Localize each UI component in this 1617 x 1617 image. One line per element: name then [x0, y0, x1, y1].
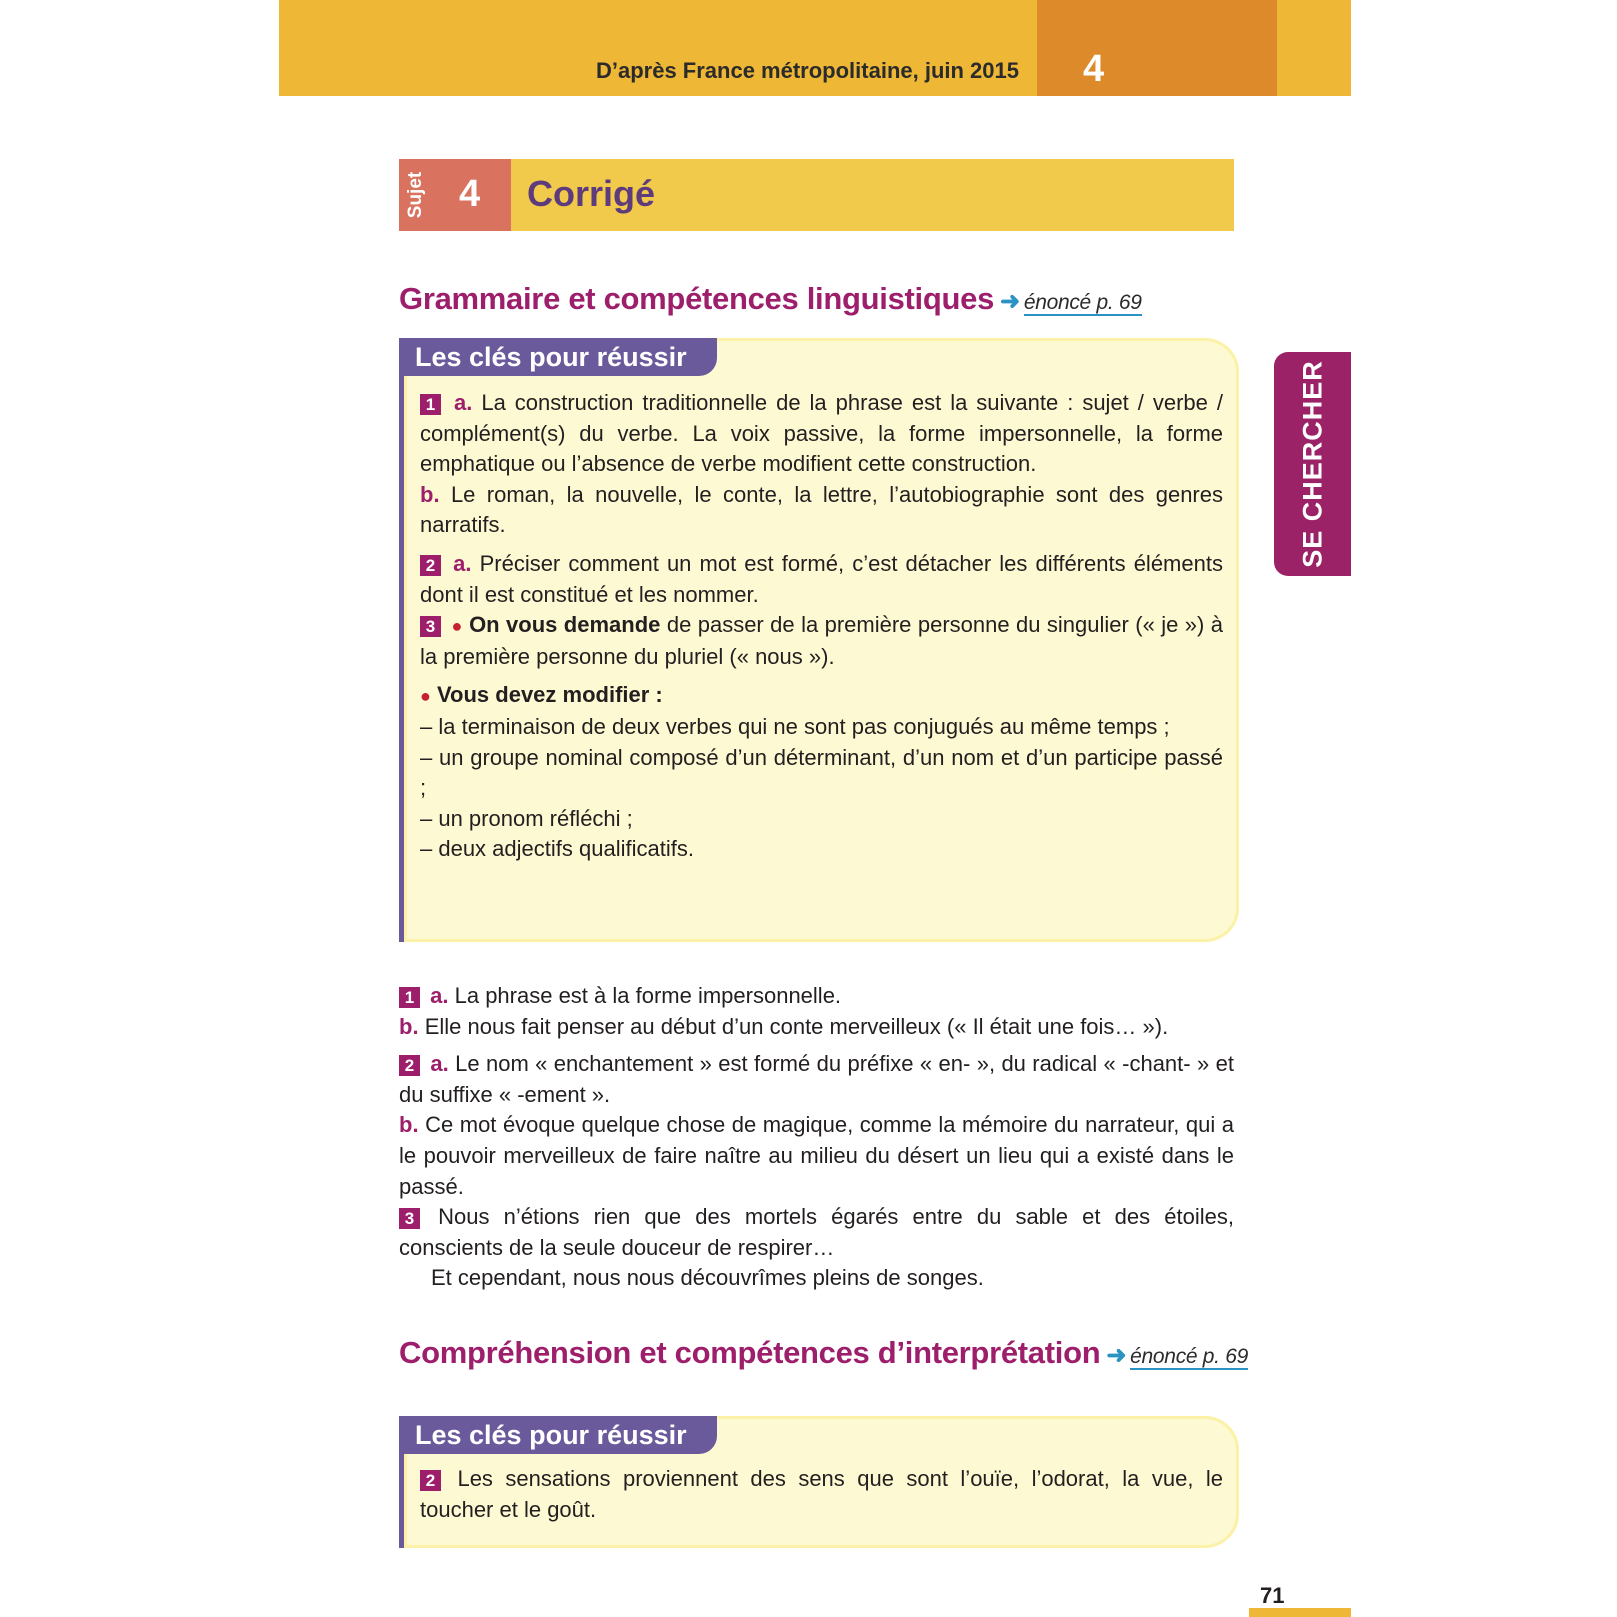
title-banner — [399, 159, 1234, 231]
keys-heading: Les clés pour réussir — [399, 338, 717, 376]
modif-heading — [420, 680, 1223, 712]
arrow-icon: ➜ — [1106, 1342, 1127, 1369]
arrow-icon: ➜ — [1000, 288, 1020, 315]
answer-2b — [399, 1110, 1234, 1202]
side-tab-label: SE CHERCHER — [1297, 360, 1327, 568]
section-title: Grammaire et compétences linguistiques — [399, 281, 995, 316]
answer-2b-text: Ce mot évoque quelque chose de magique, comme la mémoire du narrateur, qui a le pouvoir merveilleux de faire naître au milieu du désert un lieu qui a existé dans le passé. — [399, 1112, 1234, 1199]
answer-3-continued: Et cependant, nous nous découvrîmes pleins de songes. — [431, 1265, 984, 1291]
modif-item: – un pronom réfléchi ; — [420, 805, 633, 831]
corrige-tag-word: Corrigé — [1129, 96, 1250, 133]
sujet-number: 4 — [459, 173, 481, 215]
key-3 — [420, 610, 1223, 672]
enonce-link[interactable]: énoncé p. 69 — [1023, 291, 1142, 314]
answer-1a-text: La phrase est à la forme impersonnelle. — [454, 983, 842, 1008]
sujet-label-box — [401, 159, 431, 231]
bullet-icon: ● — [451, 616, 463, 637]
keys-box-2 — [399, 1416, 1239, 1548]
answer-3-text: Nous n’étions rien que des mortels égarés entre du sable et des étoiles, conscients de la seule douceur de respirer… — [399, 1204, 1234, 1260]
enonce-link[interactable]: énoncé p. 69 — [1130, 1345, 1249, 1368]
section-heading-grammaire — [399, 281, 1142, 317]
key-3-bold: On vous demande — [469, 612, 661, 638]
item-letter: a. — [430, 1051, 449, 1077]
keys-content — [420, 388, 1223, 865]
key-2-sensations — [420, 1464, 1223, 1525]
key-1b — [420, 480, 1223, 541]
answer-3 — [399, 1202, 1234, 1263]
answer-2a — [399, 1049, 1234, 1110]
modif-item: – la terminaison de deux verbes qui ne sont pas conjugués au même temps ; — [420, 713, 1170, 739]
key-1 — [420, 388, 1223, 480]
page-number: 71 — [1260, 1583, 1285, 1608]
modif-heading-text: Vous devez modifier : — [437, 682, 663, 708]
page-title: Corrigé — [527, 173, 656, 214]
key-2-sensations-text: Les sensations proviennent des sens que sont l’ouïe, l’odorat, la vue, le toucher et le goût. — [420, 1466, 1223, 1522]
bullet-icon: ● — [420, 686, 431, 707]
item-letter: a. — [430, 983, 449, 1008]
sujet-number-box — [399, 159, 511, 231]
keys-content — [420, 1464, 1223, 1525]
question-number-badge: 1 — [420, 394, 441, 415]
corrige-tag — [1037, 0, 1277, 133]
item-letter: a. — [453, 390, 473, 415]
side-tab — [1274, 352, 1351, 576]
section-heading-comprehension — [399, 1335, 1248, 1371]
question-number-badge: 2 — [399, 1055, 420, 1076]
question-number-badge: 2 — [420, 1470, 441, 1491]
item-letter: b. — [399, 1013, 419, 1039]
corrige-tag-number: 4 — [1083, 48, 1105, 90]
section-title: Compréhension et compétences d’interprétation — [399, 1335, 1101, 1370]
item-letter: b. — [399, 1112, 419, 1138]
item-letter: a. — [453, 550, 472, 576]
question-number-badge: 3 — [420, 616, 441, 637]
answer-2a-text: Le nom « enchantement » est formé du préfixe « en- », du radical « -chant- » et du suffixe « -ement ». — [399, 1051, 1234, 1107]
key-2a-text: Préciser comment un mot est formé, c’est détacher les différents éléments dont il est constitué et les nommer. — [420, 550, 1223, 607]
running-header — [279, 0, 1351, 133]
question-number-badge: 2 — [420, 555, 441, 576]
sujet-label: Sujet — [405, 171, 426, 219]
item-letter: b. — [420, 481, 440, 507]
answer-1b — [399, 1012, 1234, 1043]
key-1a-text: La construction traditionnelle de la phrase est la suivante : sujet / verbe / complément(s) du verbe. La voix passive, la forme impersonnelle, la forme emphatique ou l’absence de verbe modifient cette construction. — [420, 390, 1223, 477]
modif-item: – un groupe nominal composé d’un déterminant, d’un nom et d’un participe passé ; — [420, 744, 1223, 801]
corrige-tag-text — [1083, 48, 1250, 133]
keys-heading: Les clés pour réussir — [399, 1416, 717, 1454]
source-label: D’après France métropolitaine, juin 2015 — [595, 58, 1019, 83]
key-3-text: de passer de la première personne du singulier (« je ») à la première personne du pluriel (« nous »). — [420, 612, 1223, 669]
keys-box-1 — [399, 338, 1239, 942]
answer-1a — [399, 981, 1234, 1012]
page-number-bar — [1249, 1608, 1351, 1617]
answers — [399, 981, 1234, 1294]
modif-item: – deux adjectifs qualificatifs. — [420, 836, 694, 862]
question-number-badge: 1 — [399, 987, 420, 1008]
question-number-badge: 3 — [399, 1208, 420, 1229]
key-1b-text: Le roman, la nouvelle, le conte, la lettre, l’autobiographie sont des genres narratifs. — [420, 481, 1223, 538]
answer-1b-text: Elle nous fait penser au début d’un conte merveilleux (« Il était une fois… »). — [424, 1013, 1169, 1039]
key-2 — [420, 549, 1223, 610]
